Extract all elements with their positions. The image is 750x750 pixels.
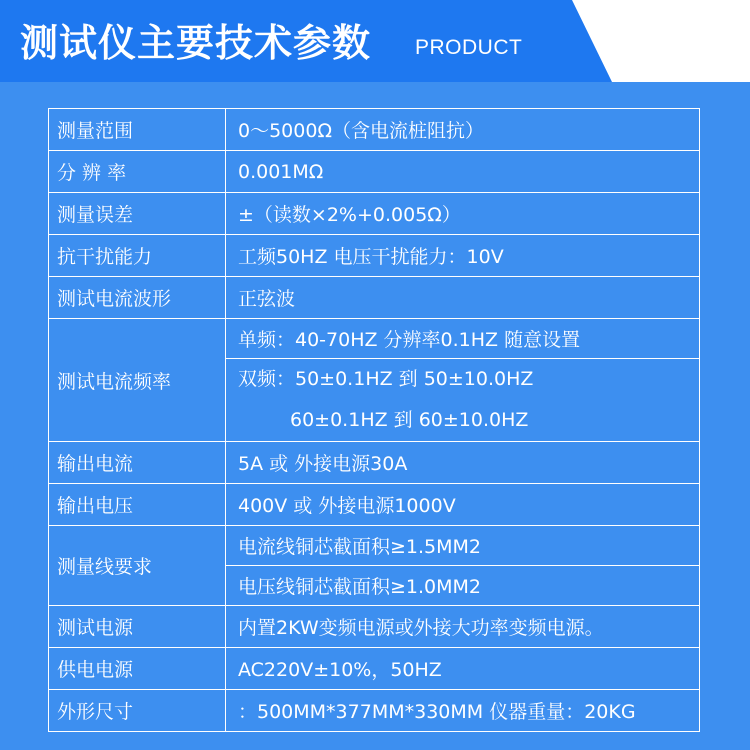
table-row	[49, 526, 700, 566]
page-subtitle: PRODUCT	[415, 36, 523, 59]
row-value: 正弦波	[226, 277, 700, 319]
page-title: 测试仪主要技术参数	[20, 21, 372, 65]
row-value: 60±0.1HZ 到 60±10.0HZ	[290, 409, 529, 431]
spec-table	[48, 108, 700, 732]
row-label: 供电电源	[49, 648, 226, 690]
row-value: ：500MM*377MM*330MM 仪器重量：20KG	[226, 690, 700, 732]
table-row	[49, 648, 700, 690]
row-label: 测试电流波形	[49, 277, 226, 319]
table-row	[49, 235, 700, 277]
header-corner-decoration	[572, 0, 750, 82]
table-row	[49, 690, 700, 732]
row-value: 电流线铜芯截面积≥1.5MM2	[226, 526, 700, 566]
row-value: 双频：50±0.1HZ 到 50±10.0HZ	[238, 368, 534, 390]
table-row	[49, 193, 700, 235]
row-label: 分 辨 率	[49, 151, 226, 193]
table-row	[49, 442, 700, 484]
row-value: 0～5000Ω（含电流桩阻抗）	[226, 109, 700, 151]
row-label: 输出电流	[49, 442, 226, 484]
table-row	[49, 606, 700, 648]
row-value-group	[226, 359, 700, 442]
table-row	[49, 319, 700, 359]
table-row	[49, 109, 700, 151]
row-value: 内置2KW变频电源或外接大功率变频电源。	[226, 606, 700, 648]
row-label: 测量范围	[49, 109, 226, 151]
row-label: 测试电流频率	[49, 319, 226, 442]
header-banner	[0, 0, 750, 82]
row-value: ±（读数×2%+0.005Ω）	[226, 193, 700, 235]
row-value: 0.001MΩ	[226, 151, 700, 193]
row-label: 输出电压	[49, 484, 226, 526]
table-row	[49, 277, 700, 319]
row-value: 单频：40-70HZ 分辨率0.1HZ 随意设置	[226, 319, 700, 359]
row-label: 外形尺寸	[49, 690, 226, 732]
row-value: 400V 或 外接电源1000V	[226, 484, 700, 526]
row-value: 电压线铜芯截面积≥1.0MM2	[226, 566, 700, 606]
row-value: 5A 或 外接电源30A	[226, 442, 700, 484]
row-label: 测量线要求	[49, 526, 226, 606]
row-label: 测量误差	[49, 193, 226, 235]
row-label: 抗干扰能力	[49, 235, 226, 277]
row-label: 测试电源	[49, 606, 226, 648]
table-row	[49, 484, 700, 526]
row-value: 工频50HZ 电压干扰能力：10V	[226, 235, 700, 277]
row-value: AC220V±10%，50HZ	[226, 648, 700, 690]
table-row	[49, 151, 700, 193]
